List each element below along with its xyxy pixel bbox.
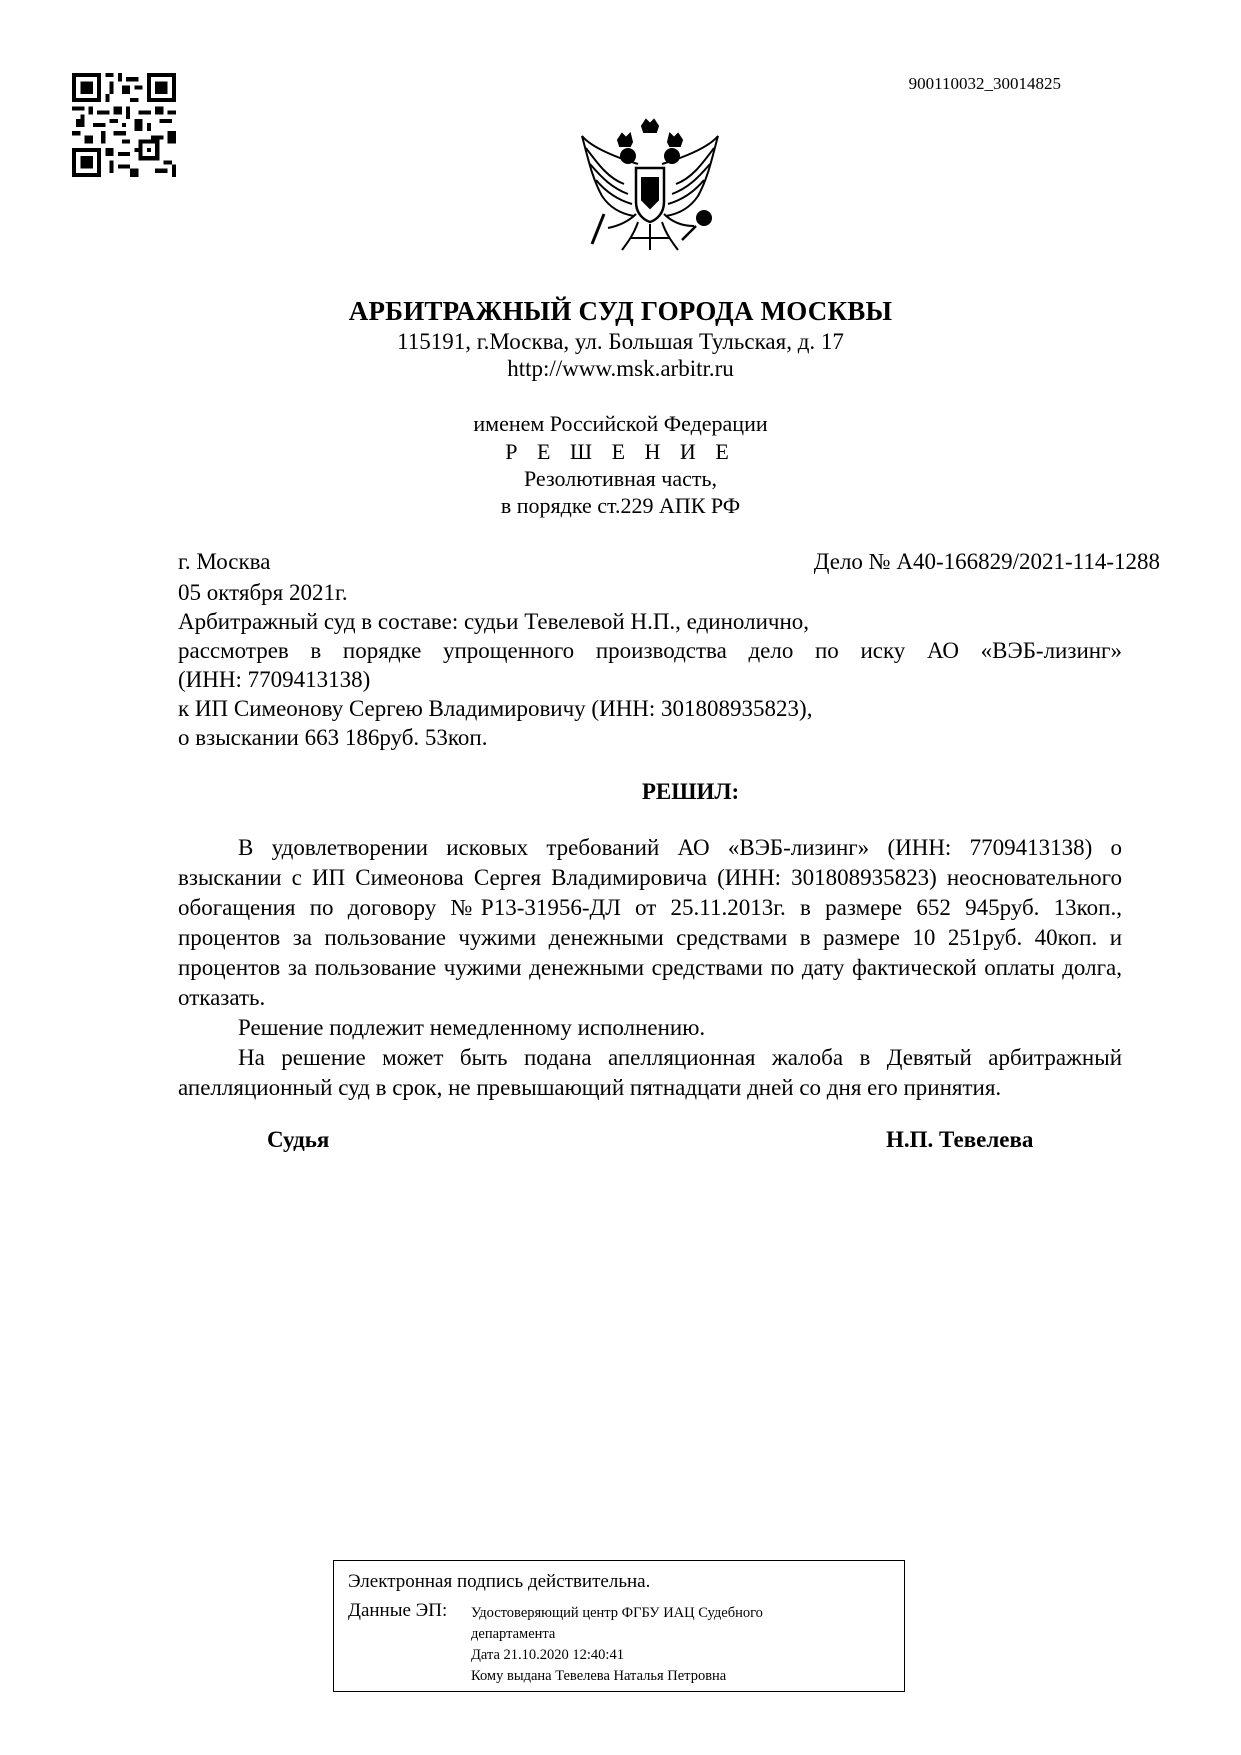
court-composition: Арбитражный суд в составе: судьи Тевелевой Н.П., единолично,: [178, 609, 810, 634]
enforcement-paragraph: Решение подлежит немедленному исполнению.: [238, 1015, 706, 1040]
claim-amount: о взыскании 663 186руб. 53коп.: [178, 725, 488, 750]
electronic-signature-box: [333, 1560, 905, 1692]
signature-date: Дата 21.10.2020 12:40:41: [471, 1647, 624, 1663]
in-name-of-federation: именем Российской Федерации: [473, 411, 768, 436]
document-id: 900110032_30014825: [908, 74, 1061, 93]
signature-issuer-cont: департамента: [471, 1626, 556, 1642]
document-type: Р Е Ш Е Н И Е: [505, 439, 736, 464]
appeal-paragraph: На решение может быть подана апелляционная жалоба в Девятый арбитражный апелляционный суд в срок, не превышающий пятнадцати дней со дня его принятия.: [178, 1045, 1122, 1100]
decision-paragraph: В удовлетворении исковых требований АО «ВЭБ-лизинг» (ИНН: 7709413138) о взыскании с ИП Симеонова Сергея Владимировича (ИНН: 301808935823) неосновательного обогащения по договору №Р13-31956-ДЛ от 25.11.2013г. в размере 652 945руб. 13коп., процентов за пользование чужими денежными средствами в размере 10 251руб. 40коп. и процентов за пользование чужими денежными средствами по дату фактической оплаты долга, отказать.: [178, 835, 1122, 1010]
document-part: Резолютивная часть,: [523, 466, 718, 491]
decision-date: 05 октября 2021г.: [178, 580, 348, 605]
decided-heading: РЕШИЛ:: [641, 779, 740, 804]
judge-label: Судья: [267, 1127, 330, 1152]
signature-details: [471, 1603, 891, 1687]
court-website: http://www.msk.arbitr.ru: [507, 356, 734, 381]
qr-code: [72, 73, 176, 177]
signature-data-label: Данные ЭП:: [348, 1600, 448, 1621]
coat-of-arms-icon: [578, 118, 722, 268]
plaintiff-inn: (ИНН: 7709413138): [178, 667, 371, 692]
procedure-reference: в порядке ст.229 АПК РФ: [500, 493, 741, 518]
city: г. Москва: [178, 549, 271, 574]
court-name: АРБИТРАЖНЫЙ СУД ГОРОДА МОСКВЫ: [348, 296, 893, 326]
case-description: рассмотрев в порядке упрощенного производства дело по иску АО «ВЭБ-лизинг»: [178, 638, 1122, 663]
intro-section: [178, 578, 1122, 752]
judge-name: Н.П. Тевелева: [886, 1127, 1034, 1152]
signature-issuer: Удостоверяющий центр ФГБУ ИАЦ Судебного: [471, 1605, 763, 1621]
signature-issued-to: Кому выдана Тевелева Наталья Петровна: [471, 1668, 727, 1684]
signature-status: Электронная подпись действительна.: [348, 1571, 651, 1592]
defendant: к ИП Симеонову Сергею Владимировичу (ИНН: 301808935823),: [178, 696, 813, 721]
decision-body: [178, 833, 1122, 1103]
case-number: Дело № А40-166829/2021-114-1288: [813, 549, 1160, 574]
court-address: 115191, г.Москва, ул. Большая Тульская, д. 17: [397, 329, 844, 354]
